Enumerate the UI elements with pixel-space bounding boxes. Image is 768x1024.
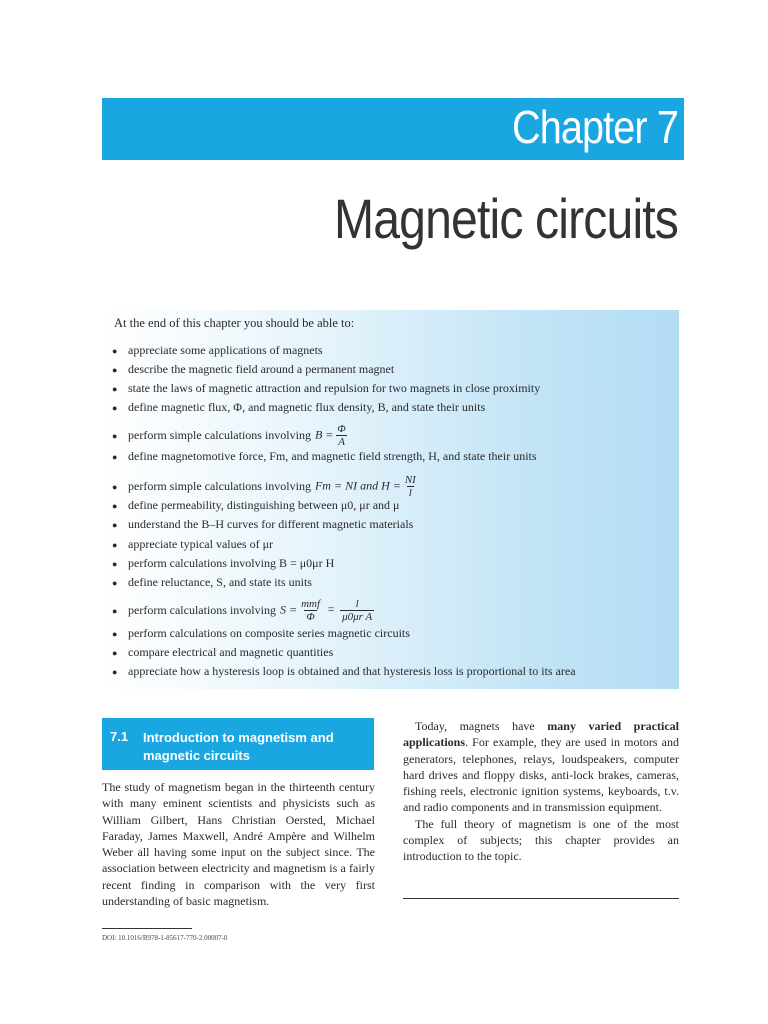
objective-text: define magnetic flux, Φ, and magnetic flux density, B, and state their units [128, 400, 486, 414]
learning-objectives-box [102, 310, 679, 689]
bullet-icon: ● [112, 577, 118, 588]
objective-item [112, 423, 350, 448]
body-right-paragraph-2: The full theory of magnetism is one of the most complex of subjects; this chapter provides an introduction to the topic. [403, 816, 679, 864]
bullet-icon: ● [112, 605, 118, 616]
objective-item [112, 498, 399, 513]
doi-footnote: DOI: 10.1016/B978-1-85617-770-2.00007-0 [102, 934, 228, 942]
objective-item [112, 575, 312, 590]
bullet-icon: ● [112, 500, 118, 511]
objective-item [112, 626, 410, 641]
formula-fraction: $\frac{\text{mmf}}{\Phi}$ [301, 598, 321, 624]
section-number: 7.1 [110, 729, 129, 744]
emphasis-text: many varied practical applications [403, 719, 679, 750]
bullet-icon: ● [112, 451, 118, 462]
bullet-icon: ● [112, 647, 118, 658]
chapter-band [102, 98, 684, 160]
objective-text: understand the B–H curves for different magnetic materials [128, 517, 414, 531]
objective-text: compare electrical and magnetic quantities [128, 645, 334, 659]
objective-item [112, 474, 420, 499]
objective-text: perform simple calculations involving [128, 479, 311, 494]
objective-item [112, 449, 537, 464]
objective-item [112, 517, 413, 532]
bullet-icon: ● [112, 383, 118, 394]
objective-text: appreciate some applications of magnets [128, 343, 323, 357]
objective-formula: B = $\frac{\Phi}{A}$ [314, 423, 346, 449]
objective-text: perform calculations involving B = μ0μr H [128, 556, 335, 570]
objective-text: describe the magnetic field around a permanent magnet [128, 362, 395, 376]
objectives-intro: At the end of this chapter you should be able to: [114, 316, 355, 330]
objective-item [112, 343, 323, 358]
body-right-column [403, 718, 679, 865]
bullet-icon: ● [112, 539, 118, 550]
section-title: Introduction to magnetism and magnetic circuits [143, 730, 334, 763]
objective-text: appreciate typical values of μr [128, 537, 274, 551]
bullet-icon: ● [112, 402, 118, 413]
objective-item [112, 537, 273, 552]
formula-fraction: $\frac{l}{\text{μ0μr A}}$ [342, 598, 373, 624]
objective-text: appreciate how a hysteresis loop is obtained and that hysteresis loss is proportional to its area [128, 664, 576, 678]
bullet-icon: ● [112, 345, 118, 356]
objective-text: perform simple calculations involving [128, 428, 311, 443]
bullet-icon: ● [112, 364, 118, 375]
section-heading [102, 718, 374, 770]
objective-text: define permeability, distinguishing between μ0, μr and μ [128, 498, 400, 512]
objective-item [112, 556, 334, 571]
objective-text: perform calculations involving [128, 603, 276, 618]
formula-fraction: $\frac{NI}{l}$ [404, 474, 416, 500]
objective-text: perform calculations on composite series magnetic circuits [128, 626, 410, 640]
bullet-icon: ● [112, 666, 118, 677]
objective-formula: Fm = NI and H = $\frac{NI}{l}$ [314, 474, 416, 500]
objective-text: define reluctance, S, and state its units [128, 575, 312, 589]
body-left-paragraph: The study of magnetism began in the thirteenth century with many eminent scientists and physicists such as William Gilbert, Hans Christian Oersted, Michael Faraday, James Maxwell, André Ampère and Wilhelm Weber all having some input on the subject since. The association between electricity and magnetism is a fairly recent finding in comparison with the very first understanding of basic magnetism. [102, 780, 375, 909]
chapter-title: Magnetic circuits [333, 187, 678, 250]
chapter-label: Chapter 7 [512, 101, 678, 153]
footnote-rule [102, 928, 192, 929]
formula-fraction: $\frac{\Phi}{A}$ [337, 423, 346, 449]
objectives-list [102, 310, 679, 689]
bullet-icon: ● [112, 430, 118, 441]
bullet-icon: ● [112, 558, 118, 569]
body-right-paragraph-1: Today, magnets have many varied practical applications. For example, they are used in motors and generators, telephones, relays, loudspeakers, computer hard drives and floppy disks, anti-lock brakes, cameras, fishing reels, electronic ignition systems, keyboards, t.v. and radio components and in transmission equipment. [403, 719, 679, 815]
objective-item [112, 381, 540, 396]
objective-formula: S = $\frac{\text{mmf}}{\Phi}$ = $\frac{l}{\text{μ0μr A}}$ [279, 598, 373, 624]
objective-item [112, 664, 576, 679]
bullet-icon: ● [112, 628, 118, 639]
bullet-icon: ● [112, 519, 118, 530]
objective-text: define magnetomotive force, Fm, and magnetic field strength, H, and state their units [128, 449, 537, 463]
column-end-rule [403, 898, 679, 899]
objective-text: state the laws of magnetic attraction and repulsion for two magnets in close proximity [128, 381, 541, 395]
objective-item [112, 400, 485, 415]
objective-item [112, 362, 394, 377]
objective-item [112, 645, 333, 660]
objective-item [112, 598, 376, 623]
bullet-icon: ● [112, 481, 118, 492]
